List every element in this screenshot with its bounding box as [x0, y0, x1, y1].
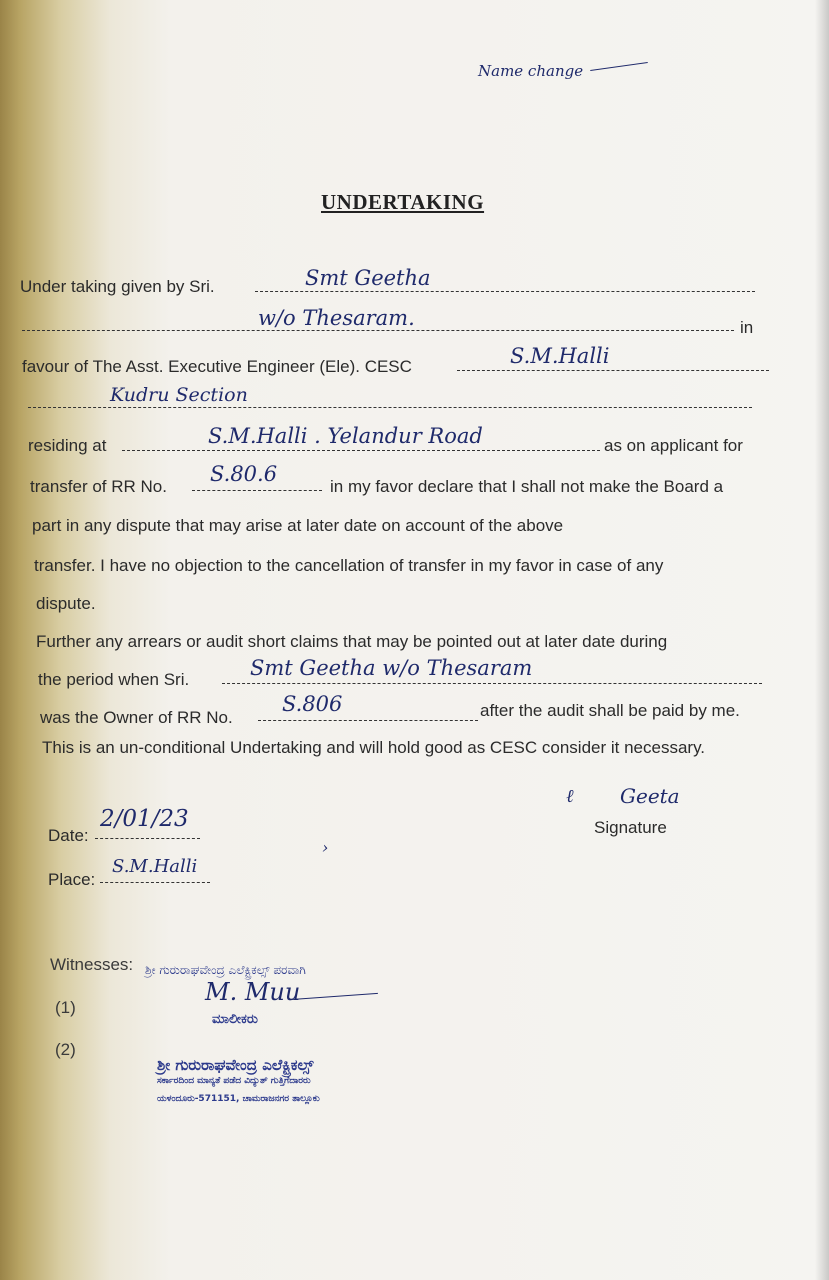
page-edge-shadow: [815, 0, 829, 1280]
line-6-dashes: [192, 490, 322, 491]
handwritten-rr-no: S.80.6: [210, 462, 278, 486]
stray-tick-mark: ›: [322, 838, 329, 857]
stamp-name: ಶ್ರೀ ಗುರುರಾಘವೇಂದ್ರ ಎಲೆಕ್ಟ್ರಿಕಲ್ಸ್: [157, 1056, 314, 1074]
line-12-label: was the Owner of RR No.: [40, 708, 233, 727]
line-5-label: residing at: [28, 436, 107, 455]
top-note: Name change: [478, 62, 584, 80]
signature-mark: ℓ: [566, 786, 574, 807]
handwritten-place: S.M.Halli: [112, 856, 198, 877]
line-6-label: transfer of RR No.: [30, 477, 167, 496]
handwritten-cesc-place: S.M.Halli: [510, 344, 610, 368]
line-6-suffix: in my favor declare that I shall not make the Board a: [330, 477, 724, 496]
handwritten-period-name: Smt Geetha w/o Thesaram: [250, 656, 533, 680]
line-9: dispute.: [36, 594, 96, 613]
top-note-stroke: [590, 62, 648, 71]
line-11-dashes: [222, 683, 762, 684]
handwritten-residence: S.M.Halli . Yelandur Road: [208, 424, 483, 448]
line-8: transfer. I have no objection to the cancellation of transfer in my favor in case of any: [34, 556, 664, 575]
witness-signature: M. Muu: [205, 978, 301, 1006]
handwritten-name: Smt Geetha: [305, 266, 431, 290]
page-title: UNDERTAKING: [321, 190, 485, 214]
place-dashes: [100, 882, 210, 883]
line-3-dashes: [457, 370, 769, 371]
witnesses-label: Witnesses:: [50, 955, 134, 974]
handwritten-date: 2/01/23: [100, 806, 189, 832]
witness-1-label: (1): [55, 998, 76, 1017]
handwritten-owner-rr-no: S.806: [282, 692, 343, 716]
line-3-label: favour of The Asst. Executive Engineer (Ele). CESC: [22, 357, 412, 376]
line-1-label: Under taking given by Sri.: [20, 277, 215, 296]
line-13: This is an un-conditional Undertaking and will hold good as CESC consider it necessary.: [42, 738, 706, 757]
line-1-dashes: [255, 291, 755, 292]
stamp-sub: ಸರ್ಕಾರದಿಂದ ಮಾನ್ಯತೆ ಪಡೆದ ವಿದ್ಯುತ್ ಗುತ್ತಿಗೆದಾರರು: [157, 1076, 311, 1086]
date-label: Date:: [48, 826, 89, 845]
line-5-dashes: [122, 450, 600, 451]
line-5-suffix: as on applicant for: [604, 436, 743, 455]
handwritten-signature: Geeta: [620, 784, 680, 808]
line-12-dashes: [258, 720, 478, 721]
line-11-label: the period when Sri.: [38, 670, 190, 689]
handwritten-subdivision: Kudru Section: [110, 384, 248, 406]
line-2-dashes: [22, 330, 734, 331]
signature-label: Signature: [594, 818, 667, 837]
witness-signature-stroke: [290, 993, 378, 1000]
line-2-suffix: in: [740, 318, 754, 337]
witness-2-label: (2): [55, 1040, 76, 1059]
handwritten-relation: w/o Thesaram.: [258, 306, 415, 330]
date-dashes: [95, 838, 200, 839]
stamp-top-line: ಶ್ರೀ ಗುರುರಾಘವೇಂದ್ರ ಎಲೆಕ್ಟ್ರಿಕಲ್ಸ್ ಪರವಾಗಿ: [145, 963, 306, 977]
stamp-owner: ಮಾಲೀಕರು: [212, 1012, 258, 1027]
line-10: Further any arrears or audit short claims that may be pointed out at later date during: [36, 632, 668, 651]
line-12-suffix: after the audit shall be paid by me.: [480, 701, 740, 720]
stamp-address: ಯಳಂದೂರು-571151, ಚಾಮರಾಜನಗರ ತಾಲ್ಲೂಕು: [157, 1094, 320, 1104]
place-label: Place:: [48, 870, 96, 889]
line-7: part in any dispute that may arise at later date on account of the above: [32, 516, 564, 535]
line-4-dashes: [28, 407, 752, 408]
